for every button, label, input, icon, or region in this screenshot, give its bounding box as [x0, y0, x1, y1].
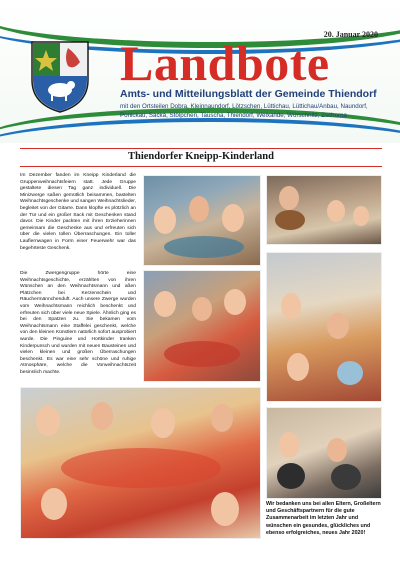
publication-subtitle: Amts- und Mitteilungsblatt der Gemeinde Thiendorf — [120, 88, 377, 100]
masthead — [0, 0, 400, 143]
photo-kids-in-hallway — [266, 407, 382, 499]
photo-children-with-candles — [143, 270, 261, 382]
article-headline: Thiendorfer Kneipp-Kinderland — [128, 151, 274, 162]
article-paragraph: Im Dezember fanden im Kneipp Kinderland die Gruppenweihnachtsfeiern statt. Jede Gruppe gestaltete diesen Tag ganz individuell. Die Minizwerge saßen gemütlich beisammen, bastelten Weihnachtsgeschenke und sangen Weihnachtslieder, begleitet von der Gitarre. Dann klopfte es plötzlich an der Tür und ein großer Sack mit Geschenken stand davor. Die Kinder packten mit ihren Erzieherinnen gemeinsam die Geschenke aus und erfreuten sich über die vielen tollen Überraschungen. Ein toller Lauflernwagen in Form einer Feuerwehr war das begehrteste Geschenk. — [20, 173, 136, 251]
publication-title: Landbote — [120, 35, 330, 91]
photo-teacher-with-guitar — [266, 175, 382, 245]
article-paragraph: Die Zwergengruppe hörte eine Weihnachtsgeschichte, erzählten von ihren Wünschen an den Weihnachtsmann und aßen Plätzchen bei Kerzenschein und Räuchermännchenduft. Auch unsere Zwerge wurden vom Weihnachtsmann reichlich beschenkt und erfreuten sich über viele neue Spiele. Ähnlich ging es bei den Spatzen zu. Sie bekamen vom Weihnachtsmann eine Staffelei geschenkt, welche von den kleinen Künstlern natürlich sofort ausprobiert wurde. Die Pinguine und Hortkinder tranken Kinderpunsch und wurden mit neuen Bausteinen und vielen kleinen und großen Überraschungen beschenkt. Es war eine sehr schöne und ruhige Atmosphäre, welche die Vorweihnachtszeit besinnlich machte. — [20, 271, 136, 375]
photo-children-in-playroom — [266, 252, 382, 402]
municipal-crest-icon — [30, 40, 90, 114]
closing-greeting: Wir bedanken uns bei allen Eltern, Großeltern und Geschäftspartnern für die gute Zusammenarbeit im letzten Jahr und wünschen ein gesundes, glückliches und ebenso erfolgreiches, neues Jahr 2020! — [266, 501, 381, 536]
photo-children-at-table — [143, 175, 261, 266]
headline-rule — [20, 166, 382, 167]
headline-rule — [20, 148, 382, 149]
district-list: mit den Ortsteilen Dobra, Kleinnaundorf, Lötzschen, Lüttichau, Lüttichau/Anbau, Naundorf, Ponickau, Sacka, Stölpchen, Tauscha, Thiendorf, Welxande, Würschnitz, Zschorna — [120, 103, 368, 119]
issue-date: 20. Januar 2020 — [323, 30, 378, 39]
photo-children-christmas-table — [20, 387, 261, 539]
